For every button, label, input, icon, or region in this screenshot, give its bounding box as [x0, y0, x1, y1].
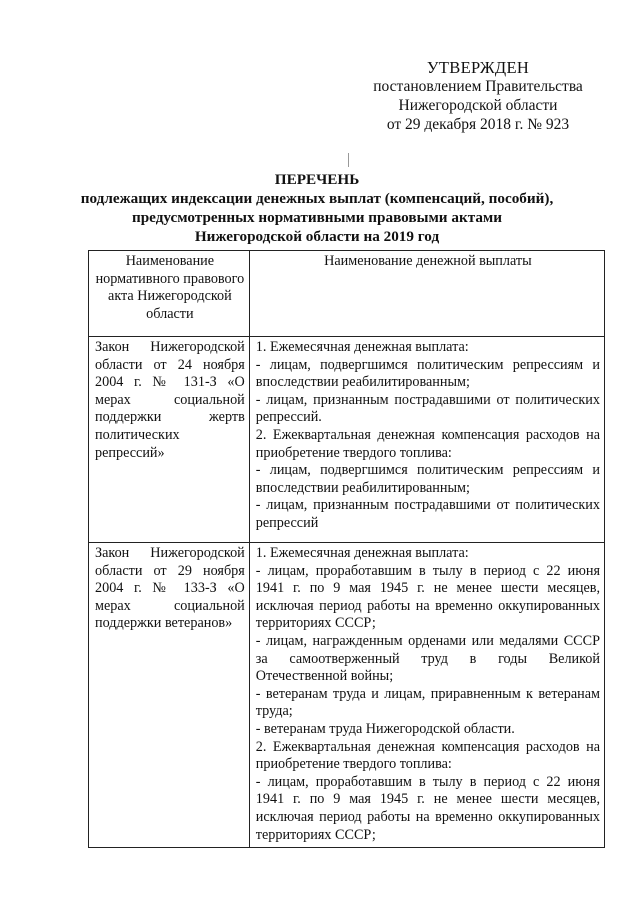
table-row [89, 543, 605, 848]
payment-item: 1. Ежемесячная денежная выплата: [255, 545, 469, 561]
heading-title: ПЕРЕЧЕНЬ [274, 171, 360, 188]
table-row [89, 337, 605, 543]
payment-item: - ветеранам труда Нижегородской области. [255, 720, 515, 737]
approval-title: УТВЕРЖДЕН [426, 58, 530, 77]
payments-table [88, 250, 605, 848]
heading-line-1: подлежащих индексации денежных выплат (компенсаций, пособий), [80, 190, 554, 207]
scan-mark [348, 153, 349, 167]
payment-item: 1. Ежемесячная денежная выплата: [255, 339, 469, 355]
payment-item: - лицам, проработавшим в тылу в период с 22 июня 1941 г. по 9 мая 1945 г. не менее шести месяцев, исключая период работы на временно оккупированных территориях СССР; [255, 773, 600, 843]
act-cell: Закон Нижегородской области от 29 ноября 2004 г. № 133-З «О мерах социальной поддержки ветеранов» [89, 543, 250, 848]
payment-item: - лицам, признанным пострадавшими от политических репрессий. [255, 391, 600, 426]
act-cell: Закон Нижегородской области от 24 ноября 2004 г. № 131-З «О мерах социальной поддержки жертв политических репрессий» [89, 337, 250, 543]
payment-item: - лицам, награжденным орденами или медалями СССР за самоотверженный труд в годы Великой Отечественной войны; [255, 632, 600, 685]
payments-cell [249, 337, 604, 543]
payment-item: 2. Ежеквартальная денежная компенсация расходов на приобретение твердого топлива: [255, 738, 600, 773]
payment-item: - лицам, подвергшимся политическим репрессиям и впоследствии реабилитированным; [255, 462, 600, 496]
approval-block [360, 58, 596, 134]
payment-item: - лицам, подвергшимся политическим репрессиям и впоследствии реабилитированным; [255, 356, 600, 391]
heading-line-2: предусмотренных нормативными правовыми актами [131, 209, 503, 226]
payment-item: - ветеранам труда и лицам, приравненным к ветеранам труда; [255, 685, 600, 720]
payment-item: - лицам, признанным пострадавшими от политических репрессий [255, 497, 600, 531]
payments-cell [249, 543, 604, 848]
payment-item: - лицам, проработавшим в тылу в период с 22 июня 1941 г. по 9 мая 1945 г. не менее шести месяцев, исключая период работы на временно оккупированных территориях СССР; [255, 562, 600, 632]
column-header-act: Наименование нормативного правового акта Нижегородской области [89, 251, 250, 337]
payment-item: 2. Ежеквартальная денежная компенсация расходов на приобретение твердого топлива: [255, 426, 600, 461]
approval-line-2: Нижегородской области [398, 97, 558, 114]
table-header-row [89, 251, 605, 337]
approval-line-1: постановлением Правительства [373, 78, 583, 95]
approval-line-3: от 29 декабря 2018 г. № 923 [386, 116, 570, 133]
heading-line-3: Нижегородской области на 2019 год [194, 228, 440, 245]
column-header-payment: Наименование денежной выплаты [249, 251, 604, 337]
document-heading [80, 170, 554, 246]
